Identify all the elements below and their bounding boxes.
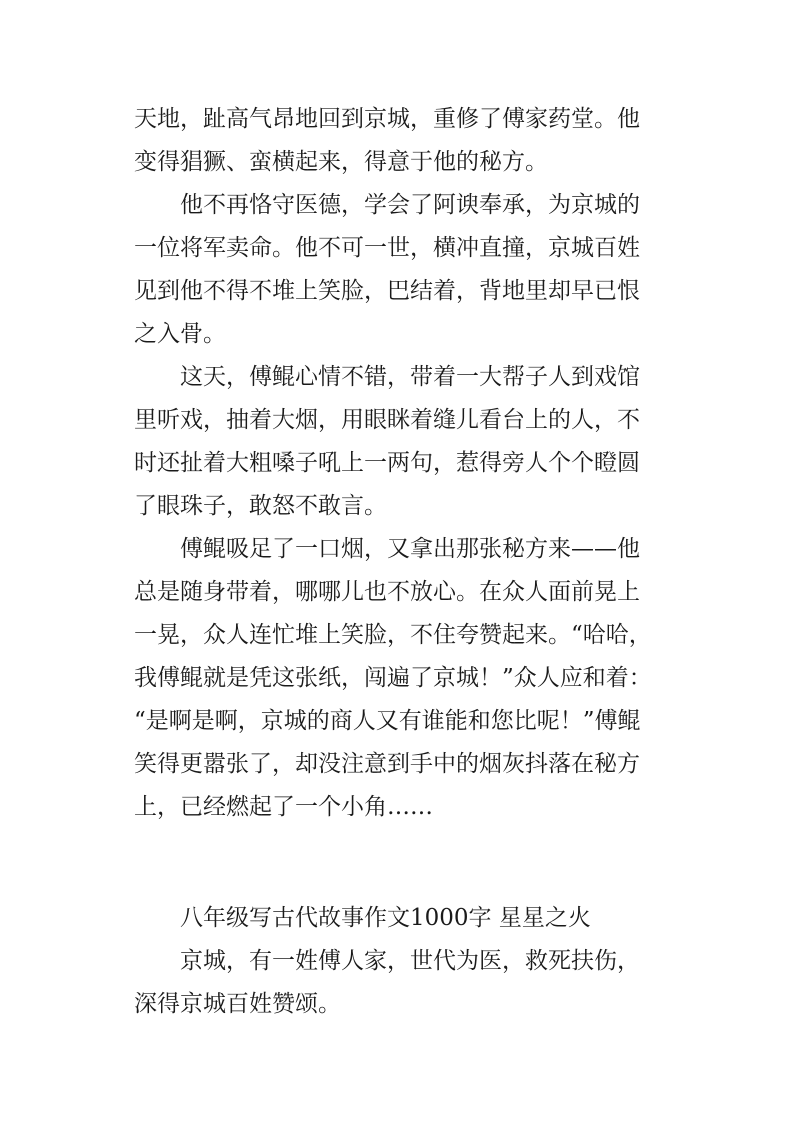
paragraph-line: 深得京城百姓赞颂。 (134, 991, 341, 1017)
paragraph-line: 变得猖獗、蛮横起来，得意于他的秘方。 (134, 149, 548, 175)
paragraph-line: 我傅鲲就是凭这张纸，闯遍了京城！”众人应和着： (134, 665, 652, 691)
paragraph-line: 里听戏，抽着大烟，用眼眯着缝儿看台上的人，不 (134, 407, 640, 433)
paragraph-line: 总是随身带着，哪哪儿也不放心。在众人面前晃上 (134, 579, 640, 605)
paragraph-line: 一位将军卖命。他不可一世，横冲直撞，京城百姓 (134, 235, 640, 261)
paragraph-line: 时还扯着大粗嗓子吼上一两句，惹得旁人个个瞪圆 (134, 450, 640, 476)
paragraph-line: 傅鲲吸足了一口烟，又拿出那张秘方来——他 (180, 536, 640, 562)
paragraph-line: 这天，傅鲲心情不错，带着一大帮子人到戏馆 (180, 364, 640, 390)
paragraph-line: 上，已经燃起了一个小角…… (134, 794, 433, 820)
paragraph-line: 见到他不得不堆上笑脸，巴结着，背地里却早已恨 (134, 278, 640, 304)
paragraph-line: 之入骨。 (134, 321, 226, 347)
paragraph-line: 了眼珠子，敢怒不敢言。 (134, 493, 387, 519)
paragraph-line: 他不再恪守医德，学会了阿谀奉承，为京城的 (180, 192, 640, 218)
paragraph-line: “是啊是啊，京城的商人又有谁能和您比呢！”傅鲲 (134, 708, 641, 734)
paragraph-line: 笑得更嚣张了，却没注意到手中的烟灰抖落在秘方 (134, 751, 640, 777)
paragraph-line: 一晃，众人连忙堆上笑脸，不住夸赞起来。“哈哈， (134, 622, 652, 648)
paragraph-line: 京城，有一姓傅人家，世代为医，救死扶伤， (180, 948, 640, 974)
section-title: 八年级写古代故事作文1000字 星星之火 (180, 905, 591, 931)
paragraph-line: 天地，趾高气昂地回到京城，重修了傅家药堂。他 (134, 106, 640, 132)
